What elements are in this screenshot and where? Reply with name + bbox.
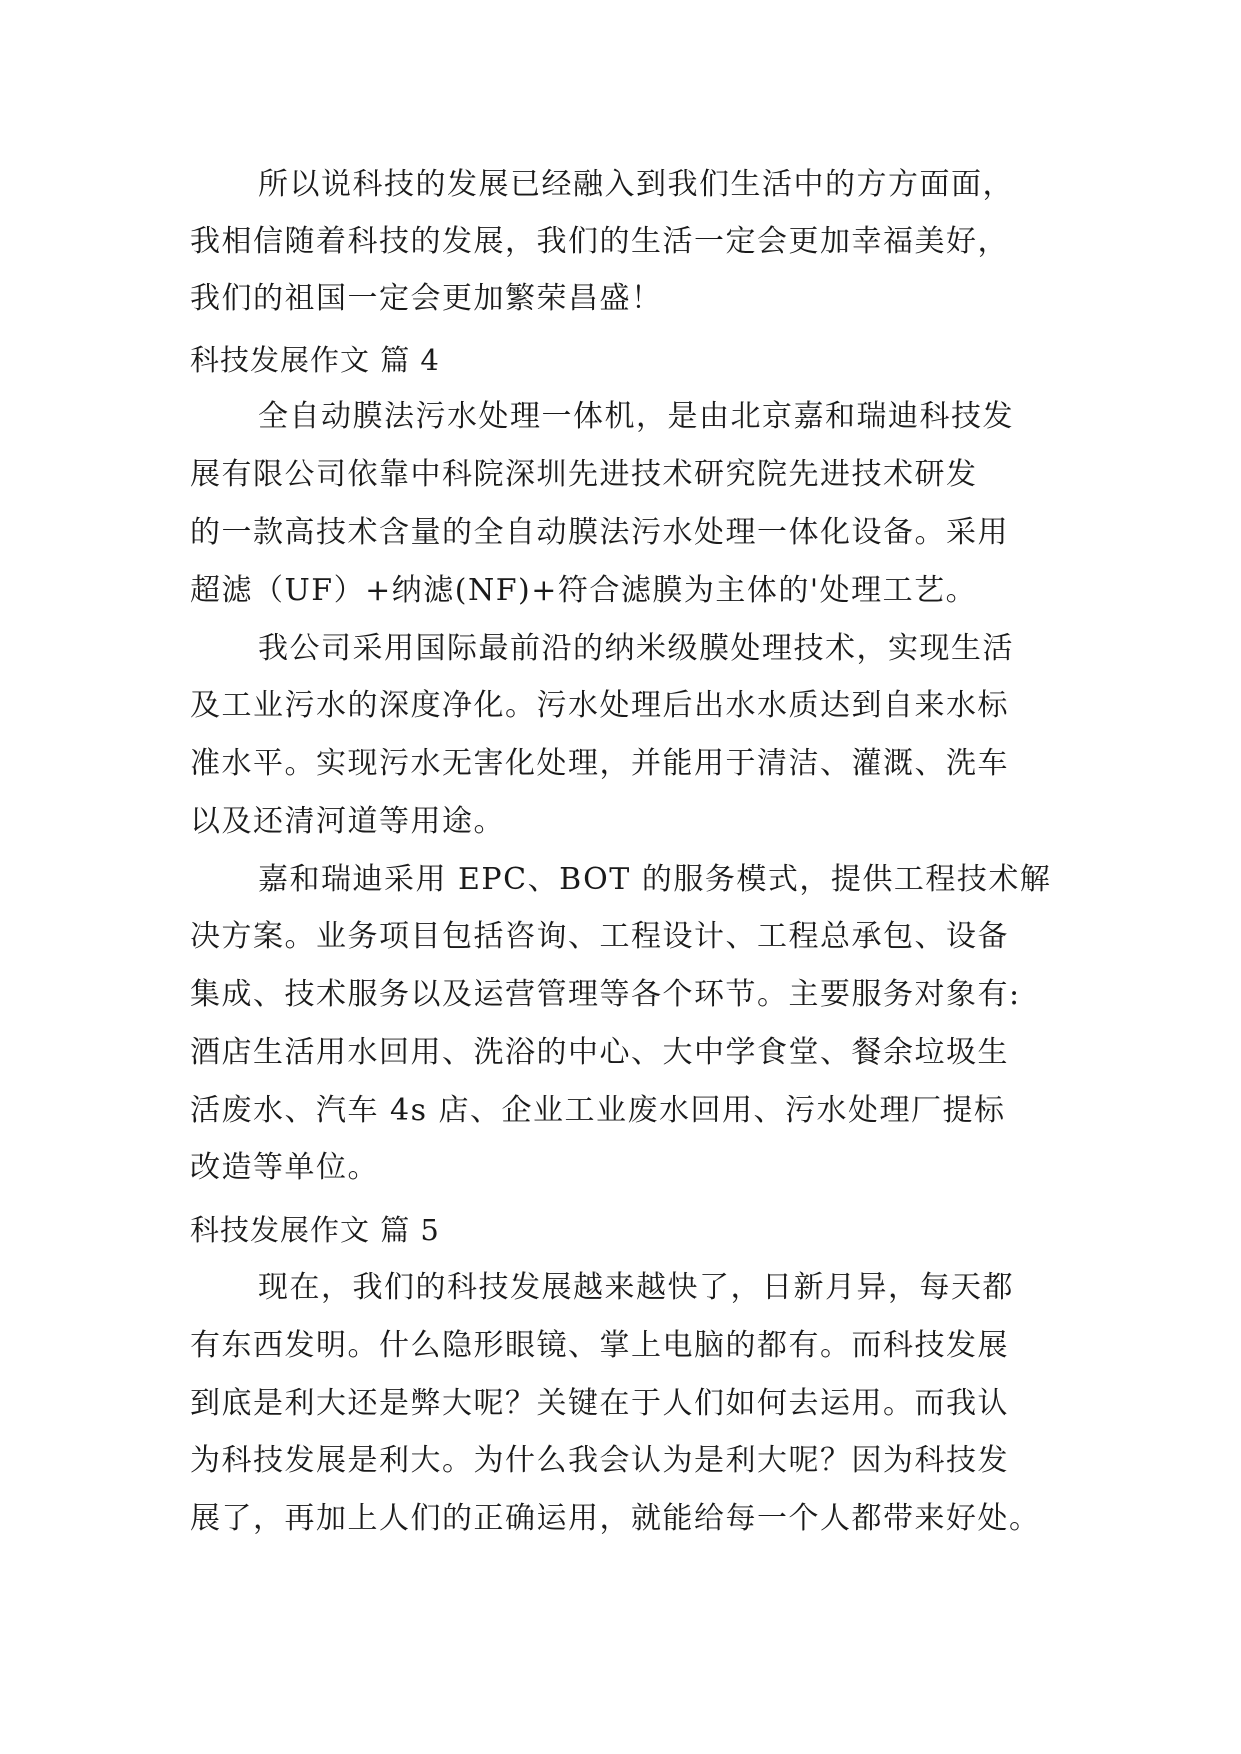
paragraph-line: 为科技发展是利大。为什么我会认为是利大呢？因为科技发 (190, 1443, 1009, 1478)
paragraph-line: 准水平。实现污水无害化处理，并能用于清洁、灌溉、洗车 (190, 746, 1009, 781)
paragraph-line: 到底是利大还是弊大呢？关键在于人们如何去运用。而我认 (190, 1386, 1009, 1421)
paragraph-line: 改造等单位。 (190, 1150, 379, 1185)
paragraph-line: 活废水、汽车 4s 店、企业工业废水回用、污水处理厂提标 (190, 1093, 1006, 1128)
paragraph-line: 全自动膜法污水处理一体机，是由北京嘉和瑞迪科技发 (258, 399, 1014, 434)
paragraph-line: 酒店生活用水回用、洗浴的中心、大中学食堂、餐余垃圾生 (190, 1035, 1009, 1070)
paragraph-line: 我们的祖国一定会更加繁荣昌盛！ (190, 281, 663, 316)
paragraph-line: 集成、技术服务以及运营管理等各个环节。主要服务对象有: (190, 977, 1021, 1012)
paragraph-line: 嘉和瑞迪采用 EPC、BOT 的服务模式，提供工程技术解 (258, 862, 1052, 897)
paragraph-line: 展了，再加上人们的正确运用，就能给每一个人都带来好处。 (190, 1501, 1041, 1536)
paragraph-line: 有东西发明。什么隐形眼镜、掌上电脑的都有。而科技发展 (190, 1328, 1009, 1363)
paragraph-line: 及工业污水的深度净化。污水处理后出水水质达到自来水标 (190, 688, 1009, 723)
paragraph-line: 我公司采用国际最前沿的纳米级膜处理技术，实现生活 (258, 631, 1014, 666)
section-heading: 科技发展作文 篇 4 (190, 343, 440, 377)
paragraph-line: 现在，我们的科技发展越来越快了，日新月异，每天都 (258, 1270, 1014, 1305)
section-heading: 科技发展作文 篇 5 (190, 1213, 440, 1247)
paragraph-line: 的一款高技术含量的全自动膜法污水处理一体化设备。采用 (190, 515, 1009, 550)
paragraph-line: 以及还清河道等用途。 (190, 804, 505, 839)
paragraph-line: 展有限公司依靠中科院深圳先进技术研究院先进技术研发 (190, 457, 978, 492)
paragraph-line: 超滤（UF）+纳滤(NF)+符合滤膜为主体的'处理工艺。 (190, 573, 978, 608)
paragraph-line: 我相信随着科技的发展，我们的生活一定会更加幸福美好， (190, 224, 1009, 259)
paragraph-line: 决方案。业务项目包括咨询、工程设计、工程总承包、设备 (190, 919, 1009, 954)
paragraph-line: 所以说科技的发展已经融入到我们生活中的方方面面， (258, 167, 1014, 202)
